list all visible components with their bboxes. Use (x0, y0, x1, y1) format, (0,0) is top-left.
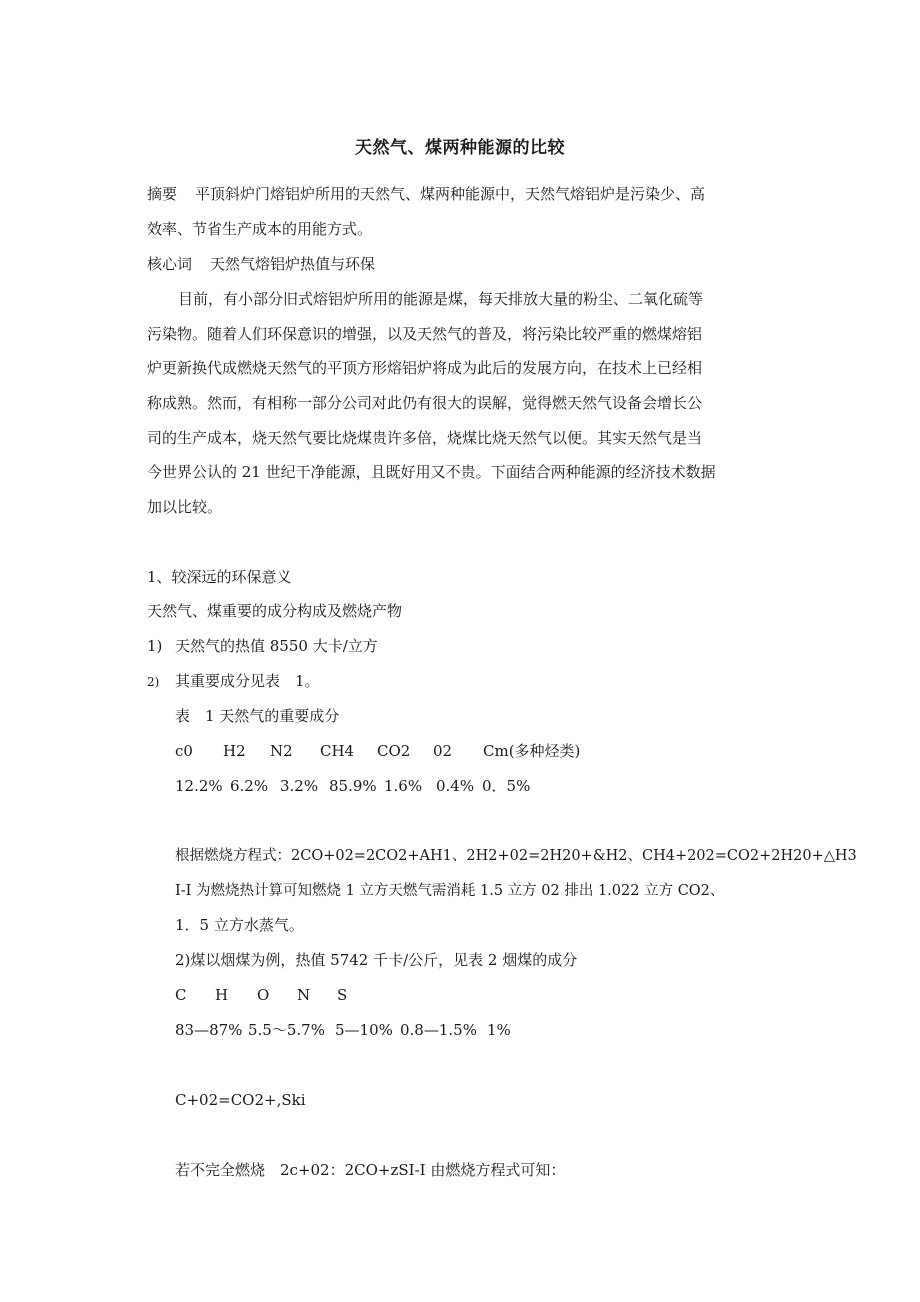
table2-header: S (337, 986, 348, 1004)
intro-line-3: 炉更新换代成燃烧天然气的平顶方形熔铝炉将成为此后的发展方向，在技术上已经相 (147, 359, 703, 377)
list-item-1 (147, 636, 378, 656)
list-item-2-text: 其重要成分见表 1。 (175, 672, 320, 690)
table1-header: CO2 (377, 742, 411, 760)
equation-2: 若不完全燃烧 2c+02：2CO+zSI-I 由燃烧方程式可知： (175, 1161, 566, 1179)
table1-header: Cm(多种烃类) (483, 742, 581, 760)
intro-line-4: 称成熟。然而，有相称一部分公司对此仍有很大的误解，觉得燃天然气设备会增长公 (147, 394, 703, 412)
table1-header: CH4 (320, 742, 355, 760)
table1-cell: 3.2% (280, 777, 319, 795)
intro-line-6: 今世界公认的 21 世纪干净能源，且既好用又不贵。下面结合两种能源的经济技术数据 (147, 463, 716, 481)
intro-line-2: 污染物。随着人们环保意识的增强，以及天然气的普及，将污染比较严重的燃煤熔铝 (147, 325, 703, 343)
list-item-2 (147, 671, 320, 692)
list-item-1-text: 天然气的热值 8550 大卡/立方 (175, 637, 378, 655)
list-item-2-num: 2) (147, 675, 160, 689)
combustion-line-3: 1．5 立方水蒸气。 (175, 916, 304, 934)
table2-header: N (297, 986, 311, 1004)
table2-header: O (257, 986, 270, 1004)
combustion-line-1: 根据燃烧方程式：2CO+02=2CO2+AH1、2H2+02=2H20+&H2、CH4+202=CO2+2H20+△H3 (175, 848, 857, 864)
table2-header: H (215, 986, 229, 1004)
table1-header: 02 (433, 742, 453, 760)
table1-cell: 12.2% (175, 777, 223, 795)
table2-value-row (175, 1020, 511, 1040)
table1-value-row (175, 776, 530, 796)
table2-cell: 0.8—1.5% (400, 1021, 477, 1039)
abstract-label: 摘要 (147, 185, 178, 203)
table1-cell: 0.4% (436, 777, 475, 795)
intro-line-7: 加以比较。 (147, 498, 223, 516)
table2-cell: 5—10% (335, 1021, 393, 1039)
abstract-line-1 (147, 184, 705, 204)
keywords-line (147, 254, 375, 274)
table2-cell: 83—87% (175, 1021, 243, 1039)
section1-subheading: 天然气、煤重要的成分构成及燃烧产物 (147, 602, 403, 620)
intro-line-5: 司的生产成本，烧天然气要比烧煤贵许多倍，烧煤比烧天然气以便。其实天然气是当 (147, 429, 703, 447)
table2-cell: 5.5～5.7% (248, 1021, 325, 1039)
table2-header: C (175, 986, 187, 1004)
table2-cell: 1% (487, 1021, 511, 1039)
table1-header: c0 (175, 742, 193, 760)
keywords-label: 核心词 (147, 255, 193, 273)
table1-caption: 表 1 天然气的重要成分 (175, 707, 340, 725)
list-item-1-num: 1) (147, 637, 163, 655)
table1-cell: 0．5% (482, 777, 531, 795)
table1-header: N2 (270, 742, 293, 760)
equation-1: C+02=CO2+,Ski (175, 1091, 306, 1109)
table1-cell: 85.9% (329, 777, 377, 795)
table1-cell: 1.6% (384, 777, 423, 795)
abstract-text-1: 平顶斜炉门熔铝炉所用的天然气、煤两种能源中，天然气熔铝炉是污染少、高 (195, 185, 706, 203)
table1-cell: 6.2% (230, 777, 269, 795)
abstract-line-2: 效率、节省生产成本的用能方式。 (147, 220, 373, 238)
intro-line-1: 目前，有小部分旧式熔铝炉所用的能源是煤，每天排放大量的粉尘、二氧化硫等 (178, 290, 704, 308)
combustion-line-2: I-I 为燃烧热计算可知燃烧 1 立方天燃气需消耗 1.5 立方 02 排出 1.022 立方 CO2、 (175, 883, 725, 899)
section1-heading: 1、较深远的环保意义 (147, 568, 292, 586)
coal-line: 2)煤以烟煤为例，热值 5742 千卡/公斤，见表 2 烟煤的成分 (175, 951, 578, 969)
table2-header-row (175, 985, 347, 1005)
document-title: 天然气、煤两种能源的比较 (355, 138, 565, 158)
table1-header-row (175, 741, 580, 761)
keywords-text: 天然气熔铝炉热值与环保 (210, 255, 376, 273)
table1-header: H2 (223, 742, 246, 760)
